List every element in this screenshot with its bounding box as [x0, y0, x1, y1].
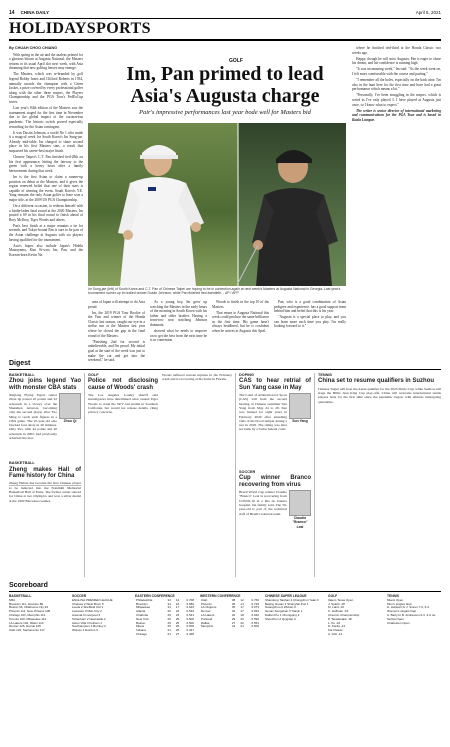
score-line: Chelsea 2 West Brom 5	[72, 601, 104, 606]
team-stat: 26	[167, 609, 171, 614]
team-name: Memphis	[201, 624, 214, 629]
scoreboard-standings-west	[200, 595, 260, 741]
score-subheading: ENGLISH PREMIER LEAGUE	[72, 597, 113, 602]
standings-table	[135, 599, 195, 637]
team-name: New York	[136, 616, 149, 621]
team-stat: 25	[175, 624, 180, 629]
team-stat: 35	[231, 605, 236, 610]
team-stat: 20	[240, 616, 244, 621]
team-stat: 25	[167, 624, 171, 629]
digest-divider	[235, 373, 236, 577]
score-line: Utah 122, Sacramento 117	[9, 628, 45, 633]
team-stat: 0.500	[186, 616, 194, 621]
scoreboard-col-golf	[328, 595, 383, 741]
team-stat: 12	[240, 597, 244, 602]
paragraph: Pan, who is a good combination of Asian pedigree and experience, has a good support team behind him and belief that this is his year.	[274, 300, 346, 314]
paragraph: Chinese Taipei's C.T. Pan finished tied-28th on his first appearance, hitting the fairway to the green with a heavy heart after a family bereavement during that week.	[9, 155, 83, 173]
team-stat: 25	[167, 620, 171, 625]
team-stat: 0.500	[186, 624, 194, 629]
team-stat: 0.708	[186, 597, 194, 602]
team-stat: 27	[231, 620, 236, 625]
paragraph: "Finishing 2nd for second is unbelievable, and I'm proud. My initial goal at the start of the week was just to make the cut and get into the weekend," he said.	[88, 339, 145, 363]
issue-date: April 5, 2021	[415, 10, 441, 15]
golfers-photo	[88, 123, 346, 286]
digest-headline: CAS to hear retrial of Sun Yang case in May	[239, 378, 311, 391]
team-stat: 24	[231, 624, 236, 629]
mugshot-block	[289, 490, 311, 529]
score-line: Southampton 3 Burnley 2	[72, 624, 106, 629]
team-stat: 34	[167, 601, 171, 606]
digest-kicker: BASKETBALL	[9, 461, 35, 466]
team-name: Phoenix	[201, 601, 212, 606]
scoreboard-col-csl	[265, 595, 323, 741]
score-heading: WESTERN CONFERENCE	[200, 594, 241, 598]
team-stat: 0.646	[186, 605, 194, 610]
digest-body: Brazil World Cup winner Claudio "Branco" Leal is recovering from COVID-19 in a Rio de Janeiro hospital, his family said. The 56-year-old is part of the technical staff of Brazil's national team.	[239, 490, 287, 516]
score-line: Tottenham 2 Newcastle 2	[72, 616, 106, 621]
paragraph: Happy, though he will miss Augusta, Pan is eager to chase his dream, and his confidence is running high.	[352, 56, 441, 66]
digest-body: Woods suffered serious injuries in the February crash and is recovering at his home in Florida.	[162, 373, 232, 382]
score-line: Phoenix 111, New Orleans 108	[9, 609, 51, 614]
team-stat: 0.447	[186, 628, 194, 633]
score-line: Henan Songshan 3 Tianjin 1	[265, 609, 303, 614]
paragraph: That return to Augusta National this week could produce the same brilliance as the first time. His game hasn't always headlined, but he is confident when he arrives at Augusta this April.	[212, 310, 269, 334]
score-line: Men's singles final	[387, 601, 412, 606]
scoreboard-label: Scoreboard	[9, 582, 48, 589]
team-stat: 0.500	[251, 624, 259, 629]
digest-kicker: GOLF	[88, 373, 99, 377]
paragraph: area of Japan will attempt to do Asia proud.	[88, 300, 145, 309]
paragraph: "It was an amazing week," Im said. "As the week went on, I felt more comfortable with the course and putting."	[352, 67, 441, 76]
score-heading: BASKETBALL	[9, 594, 32, 598]
byline: By CHUAH CHOO CHIANG	[9, 46, 58, 50]
team-stat: 16	[175, 601, 180, 606]
team-name: Portland	[201, 616, 213, 621]
team-stat: 14	[240, 601, 244, 606]
score-heading: GOLF	[328, 594, 338, 598]
standings-row	[135, 633, 195, 637]
digest-body: The Court of Arbitration for Sport (CAS) will hold the second hearing of Chinese swimmer Sun Yang from May 24 to 28. Sun was banned for eight years in February 2020 after smashing vials of his blood sample during a test in 2018. The ruling was later set aside by a Swiss federal court.	[239, 393, 287, 432]
score-line: LA Lakers 102, Miami 110	[9, 620, 44, 625]
digest-headline: China set to resume qualifiers in Suzhou	[318, 378, 435, 385]
team-stat: 31	[167, 605, 171, 610]
digest-body: Xinjiang Flying Tigers center Zhou Qi posted 45 points and 22 rebounds in a victory over the Shenzhen Aviators, becoming only the second player after Yao Ming to reach such figures in a CBA game. The 25-year-old also blocked four shots in 40 minutes. Only Yao, with 44 points and 20 rebounds in 2002, had previously achieved the feat.	[9, 393, 57, 441]
scoreboard-col-soccer	[72, 595, 130, 741]
score-line: Chevron Championship	[328, 612, 360, 617]
score-line: Aston Villa 3 Fulham 1	[72, 620, 102, 625]
paragraph: Im is the first Asian to claim a runner-up position on debut at the Masters, and it gives the region renewed belief that one of their stars is capable of winning the event. South Korea's Y.E. Yang remains the only Asian golfer to have won a major title, at the 2009 US PGA Championship.	[9, 174, 83, 202]
team-name: Chicago	[136, 631, 148, 636]
team-stat: 21	[167, 628, 171, 633]
score-line: Women's singles final	[387, 609, 416, 614]
score-line: Denver 126, Detroit 105	[9, 624, 41, 629]
score-line: Dalian Pro 1 Chongqing 2	[265, 612, 300, 617]
team-stat: 0.760	[251, 597, 259, 602]
team-stat: 21	[167, 631, 171, 636]
team-stat: 24	[240, 624, 244, 629]
digest-kicker: SOCCER	[239, 470, 256, 474]
team-stat: 0.592	[251, 616, 259, 621]
team-stat: 34	[167, 597, 171, 602]
golfers-photo-illustration	[88, 123, 346, 286]
team-stat: 32	[231, 609, 236, 614]
digest-divider	[84, 373, 85, 577]
score-line: A. Barty bt B. Andreescu 6-3, 4-0 ret	[387, 612, 436, 617]
score-line: Wolves 1 Everton 0	[72, 628, 98, 633]
paragraph: "Augusta is a special place to play, and you can learn more each time you play. I'm really looking forward to it."	[274, 315, 346, 329]
team-stat: 22	[240, 620, 244, 625]
article-column-4	[150, 300, 207, 352]
team-stat: 29	[231, 616, 236, 621]
mugshot-block	[289, 393, 311, 433]
masthead-bar	[9, 7, 441, 19]
team-stat: 0.673	[251, 605, 259, 610]
zhou-mugshot	[59, 393, 81, 419]
digest-item-zheng	[9, 461, 81, 503]
paragraph: With spring in the air and the azaleas primed for a glorious bloom at Augusta National, the Masters returns to its usual April slot next week, with Asia dreaming that new golfing heroes may emerge.	[9, 52, 83, 71]
section-title: HOLIDAYSPORTS	[9, 20, 151, 37]
mugshot-caption: Zhou Qi	[63, 419, 77, 424]
score-heading: CHINESE SUPER LEAGUE	[265, 594, 307, 598]
score-line: C. Hoffman -15	[328, 609, 349, 614]
digest-item-zhou	[9, 373, 81, 577]
score-line: Boston 96, Oklahoma City 94	[9, 605, 49, 610]
team-stat: 24	[175, 609, 180, 614]
team-stat: 17	[240, 609, 244, 614]
masthead-rule	[9, 39, 441, 41]
team-stat: 0.551	[251, 620, 259, 625]
score-line: Guangzhou 0 Wuhan 0	[265, 605, 296, 610]
team-stat: 36	[231, 601, 236, 606]
score-line: M. Laird -16	[328, 605, 345, 610]
paragraph: The Masters, which was re-branded by golf legend Bobby Jones and Clifford Roberts in 1934, annually awards the champion with a Green Jacket, a prize coveted by every professional golfer along with the other three majors, the Players Championship and the PGA Tour's FedExCup series.	[9, 72, 83, 105]
scoreboard-standings-east	[135, 595, 195, 741]
team-name: Indiana	[136, 628, 146, 633]
team-stat: 0.500	[186, 620, 194, 625]
scoreboard-rule	[9, 591, 441, 592]
score-subheading: NBA	[9, 597, 16, 602]
digest-headline: Zhou joins legend Yao with monster CBA stats	[9, 378, 81, 391]
team-stat: 0.653	[251, 609, 259, 614]
digest-headline: Zheng makes Hall of Fame history for China	[9, 466, 81, 480]
digest-headline: Cup winner Branco recovering from virus	[239, 475, 311, 488]
digest-item-tennis	[318, 373, 441, 577]
paragraph: Im, the 2019 PGA Tour Rookie of the Year and winner of the Honda Classic last season, caught our eye in a stellar run at the Masters last year where he closed the gap in the final round of the Masters.	[88, 310, 145, 338]
score-heading: TENNIS	[387, 594, 400, 598]
team-stat: 25	[167, 616, 171, 621]
score-line: Kia Classic	[328, 628, 343, 633]
team-stat: 0.680	[186, 601, 194, 606]
team-stat: 18	[240, 612, 244, 617]
score-line: Arsenal 0 Liverpool 3	[72, 612, 101, 617]
team-name: Philadelphia	[136, 597, 153, 602]
story-headline: Im, Pan primed to lead Asia's Augusta charge	[126, 63, 324, 107]
digest-item-woods	[88, 373, 158, 577]
article-column-1	[9, 46, 83, 351]
digest-headline: Police not disclosing cause of Woods' crash	[88, 378, 158, 391]
team-name: Milwaukee	[136, 605, 151, 610]
digest-kicker: BASKETBALL	[9, 373, 35, 377]
paragraph: where he finished tied-third at the Honda Classic two weeks ago.	[352, 46, 441, 55]
paragraph: On a different occasion, to redeem himself with a birdie-laden final round at the 2020 Masters, Im posted a 69 in his final round to finish ahead of Rory McIlroy, Tiger Woods and others.	[9, 204, 83, 222]
score-line: Valero Texas Open	[328, 597, 354, 602]
scoreboard-col-tennis	[387, 595, 441, 741]
team-stat: 0.520	[186, 609, 194, 614]
paper-name: CHINA DAILY	[20, 10, 49, 15]
team-stat: 0.521	[186, 612, 194, 617]
digest-label: Digest	[9, 360, 31, 367]
digest-body: The Los Angeles County sheriff said investigators have determined what caused Tiger Woods to crash his SUV last month in Southern California, but would not release details, citing privacy concerns.	[88, 393, 158, 415]
team-stat: 14	[175, 597, 180, 602]
digest-body-row	[9, 393, 81, 441]
digest-body-row	[239, 393, 311, 433]
mugshot-caption: Sun Yang	[292, 419, 308, 424]
team-name: Miami	[136, 624, 144, 629]
team-name: LA Lakers	[201, 612, 215, 617]
mugshot-block	[59, 393, 81, 441]
score-line: Toronto 100, Milwaukee 114	[9, 616, 47, 621]
article-column-5	[212, 300, 269, 352]
score-line: Charleston Open	[387, 620, 410, 625]
team-stat: 17	[175, 605, 180, 610]
team-name: Charlotte	[136, 612, 149, 617]
story-kicker: GOLF	[229, 58, 243, 64]
team-name: Utah	[201, 597, 208, 602]
score-line: A. Ishii -14	[328, 631, 343, 636]
photo-caption: Im Sung-jae (left) of South Korea and C.T. Pan of Chinese Taipei are hoping to be in contention again at next week's Masters at Augusta National in Georgia. Last year's tournament runner-up Im trailed winner Dustin Johnson, while Pan finished tied-twentieth. - AP / AFP	[88, 287, 341, 296]
page-number: 14	[9, 9, 15, 16]
team-stat: 25	[175, 620, 180, 625]
article-column-6	[352, 46, 441, 351]
paragraph: Woods to finish in the top 10 of the Masters.	[212, 300, 269, 309]
team-stat: 23	[175, 612, 180, 617]
standings-row	[200, 625, 260, 629]
story-subhead: Pair's impressive performances last year bode well for Masters bid	[139, 109, 311, 116]
team-stat: 25	[167, 612, 171, 617]
paragraph: showed what he needs to improve on to get the best from the next time he is in contention.	[150, 329, 207, 343]
team-name: Dallas	[201, 620, 210, 625]
article-column-3	[88, 300, 145, 363]
standings-table	[200, 599, 260, 629]
mugshot-caption: Claudio "Branco" Leal	[292, 516, 308, 529]
paragraph: It was Dustin Johnson, a world No 1 who made it a magical week for South Korea's Im Sung-jae. Already mid-table, Im charged to share second place in his first Masters start, a result that surpassed his career-best major finish.	[9, 130, 83, 153]
paragraph: As a young boy, Im grew up watching the Masters in the early hours of the morning in South Korea with his father and older brother. Having a front-row seat watching Johnson dominate,	[150, 300, 207, 327]
digest-item-woods-cont	[162, 373, 232, 577]
score-line: Brooklyn 111, Houston 89	[9, 601, 44, 606]
score-line: Shenzhen 2 Qingdao 0	[265, 616, 296, 621]
team-name: Atlanta	[136, 609, 146, 614]
team-stat: 32	[231, 612, 236, 617]
team-name: LA Clippers	[201, 605, 217, 610]
score-line: Beijing Guoan 1 Shanghai Port 1	[265, 601, 309, 606]
team-stat: 17	[240, 605, 244, 610]
team-stat: 25	[175, 616, 180, 621]
score-line: N. Korda -13	[328, 624, 346, 629]
team-stat: 0.438	[186, 631, 194, 636]
score-line: P. Tavatanakit -18	[328, 616, 352, 621]
digest-kicker: TENNIS	[318, 373, 332, 377]
score-heading: SOCCER	[72, 594, 87, 598]
branco-mugshot	[289, 490, 311, 516]
scoreboard-col-basketball	[9, 595, 67, 741]
score-heading: EASTERN CONFERENCE	[135, 594, 175, 598]
paragraph: "Personally, I've been struggling in the majors, which is weird as I've only played 3. I have played at Augusta just once, so I know what to expect."	[352, 93, 441, 107]
paragraph: Pan's best finish at a major remains a tie for seventh, and Tokyo-bound Pan is sure to be part of the Asian challenge at Augusta with six players having qualified for the tournament.	[9, 223, 83, 242]
score-line: Leicester 0 Man City 2	[72, 609, 102, 614]
team-stat: 0.720	[251, 601, 259, 606]
score-line: Miami Open	[387, 597, 404, 602]
digest-kicker: DOPING	[239, 373, 254, 377]
team-name: Boston	[136, 620, 146, 625]
team-name: Denver	[201, 609, 211, 614]
score-line: Serbia Open	[387, 616, 404, 621]
digest-item-branco	[239, 470, 311, 577]
paragraph: "I remember all the holes, especially on the back nine. I'm also in the hunt here for the first time and have had a great performance which means a lot."	[352, 78, 441, 92]
score-line: H. Hurkacz bt J. Sinner 7-6, 6-4	[387, 605, 430, 610]
digest-body: Zheng Haixia has become the first Chinese player to be inducted into the Naismith Memorial Basketball Hall of Fame. The former center starred for China at two Olympics and won a silver medal at the 1992 Barcelona Games.	[9, 481, 81, 503]
paragraph: Last year's 84th edition of the Masters saw the tournament staged for the first time in November due to the global impact of the coronavirus pandemic. The historic switch proved especially rewarding for the Asian contingent.	[9, 106, 83, 129]
writer-note: The writer is senior director of international marketing and communications for the PGA Tour and is based in Kuala Lumpur.	[352, 108, 441, 122]
paragraph: Asia's hopes also include Japan's Hideki Matsuyama, Kim Si-woo, Im, Pan, and the Korean-born Kevin Na.	[9, 243, 83, 257]
score-line: L. Ko -16	[328, 620, 341, 625]
score-line: Chicago 101, Memphis 112	[9, 612, 46, 617]
team-stat: 26	[175, 628, 180, 633]
team-stat: 0.640	[251, 612, 259, 617]
digest-rule	[9, 369, 441, 370]
digest-body-row	[239, 490, 311, 529]
team-stat: 38	[231, 597, 236, 602]
team-name: Brooklyn	[136, 601, 148, 606]
score-line: Leeds 2 Sheffield Utd 1	[72, 605, 104, 610]
digest-body: Chinese Taipei will host the Asian qualifier for the 2023 Davis Cup, while Suzhou will stage the Billie Jean King Cup play-offs. China will welcome international tennis players back for the first time since the pandemic began, with athletes undergoing quarantine.	[318, 386, 441, 404]
digest-divider	[314, 373, 315, 577]
score-line: J. Spieth -18	[328, 601, 345, 606]
sun-mugshot	[289, 393, 311, 419]
digest-divider	[9, 485, 81, 486]
article-column-5b	[274, 300, 346, 352]
score-line: Shandong Taishan 2 Changchun Yatai 0	[265, 597, 319, 602]
team-stat: 27	[175, 631, 180, 636]
